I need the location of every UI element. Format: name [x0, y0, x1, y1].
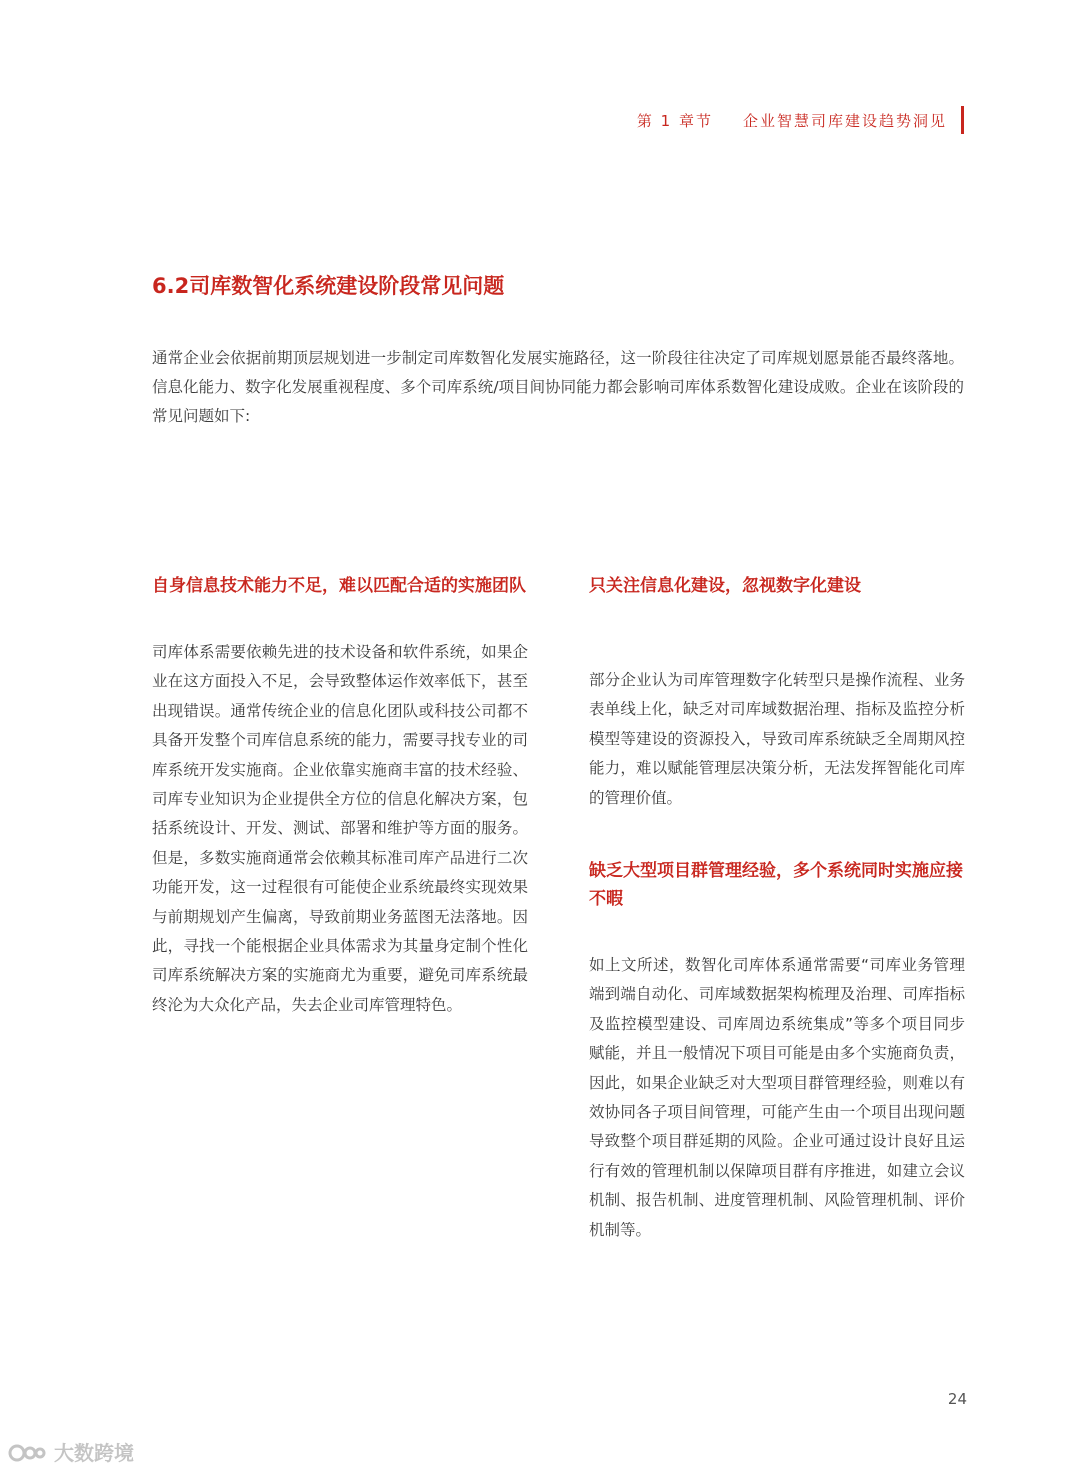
- right-body-1: 部分企业认为司库管理数字化转型只是操作流程、业务表单线上化，缺乏对司库域数据治理、指标及监控分析模型等建设的资源投入，导致司库系统缺乏全周期风控能力，难以赋能管理层决策分析，无法发挥智能化司库的管理价值。: [589, 671, 965, 807]
- left-body: 司库体系需要依赖先进的技术设备和软件系统，如果企业在这方面投入不足，会导致整体运作效率低下，甚至出现错误。通常传统企业的信息化团队或科技公司都不具备开发整个司库信息系统的能力，需要寻找专业的司库系统开发实施商。企业依靠实施商丰富的技术经验、司库专业知识为企业提供全方位的信息化解决方案，包括系统设计、开发、测试、部署和维护等方面的服务。但是，多数实施商通常会依赖其标准司库产品进行二次功能开发，这一过程很有可能使企业系统最终实现效果与前期规划产生偏离，导致前期业务蓝图无法落地。因此，寻找一个能根据企业具体需求为其量身定制个性化司库系统解决方案的实施商尤为重要，避免司库系统最终沦为大众化产品，失去企业司库管理特色。: [152, 643, 528, 1014]
- page-number: 24: [947, 1390, 967, 1408]
- watermark-logo-icon: [8, 1439, 48, 1465]
- left-column: [152, 572, 528, 1020]
- section-title: 6.2司库数智化系统建设阶段常见问题: [152, 274, 505, 298]
- chapter-number: 第 1 章节: [636, 111, 713, 130]
- left-subtitle: 自身信息技术能力不足，难以匹配合适的实施团队: [152, 576, 526, 596]
- watermark-text: 大数跨境: [54, 1441, 134, 1465]
- chapter-header: [637, 106, 964, 134]
- section-intro: 通常企业会依据前期顶层规划进一步制定司库数智化发展实施路径，这一阶段往往决定了司库规划愿景能否最终落地。信息化能力、数字化发展重视程度、多个司库系统/项目间协同能力都会影响司库体系数智化建设成败。企业在该阶段的常见问题如下:: [152, 349, 964, 425]
- header-divider: [961, 106, 964, 134]
- right-column: [589, 572, 965, 1245]
- chapter-title: 企业智慧司库建设趋势洞见: [742, 111, 947, 130]
- right-body-2: 如上文所述，数智化司库体系通常需要“司库业务管理端到端自动化、司库域数据架构梳理及治理、司库指标及监控模型建设、司库周边系统集成”等多个项目同步赋能，并且一般情况下项目可能是由多个实施商负责，因此，如果企业缺乏对大型项目群管理经验，则难以有效协同各子项目间管理，可能产生由一个项目出现问题导致整个项目群延期的风险。企业可通过设计良好且运行有效的管理机制以保障项目群有序推进，如建立会议机制、报告机制、进度管理机制、风险管理机制、评价机制等。: [589, 956, 965, 1239]
- watermark: [8, 1437, 134, 1466]
- right-subtitle-2: 缺乏大型项目群管理经验，多个系统同时实施应接不暇: [589, 861, 963, 910]
- right-subtitle-1: 只关注信息化建设，忽视数字化建设: [589, 576, 861, 596]
